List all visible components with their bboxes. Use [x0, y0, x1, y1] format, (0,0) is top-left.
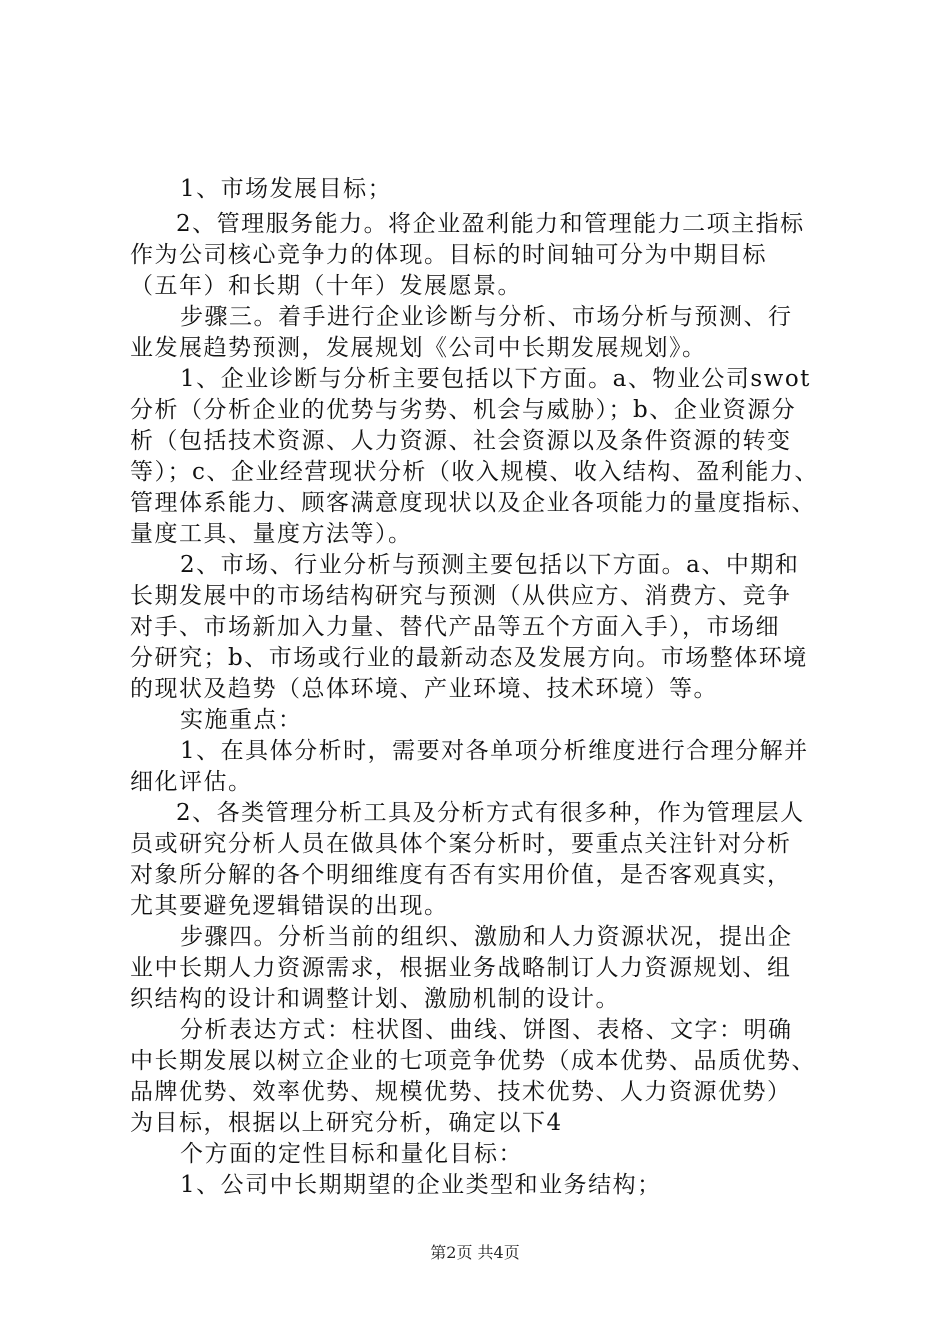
- paragraph-line: 长期发展中的市场结构研究与预测（从供应方、消费方、竞争: [130, 583, 792, 609]
- paragraph-line: 步骤四。分析当前的组织、激励和人力资源状况，提出企: [180, 924, 793, 950]
- paragraph-line: 量度工具、量度方法等）。: [130, 521, 413, 547]
- paragraph-line: 个方面的定性目标和量化目标：: [180, 1141, 523, 1167]
- paragraph-line: 2、各类管理分析工具及分析方式有很多种，作为管理层人: [176, 800, 805, 826]
- paragraph-line: 分研究；b、市场或行业的最新动态及发展方向。市场整体环境: [130, 645, 808, 671]
- paragraph-line: 尤其要避免逻辑错误的出现。: [130, 893, 449, 919]
- paragraph-line: 1、市场发展目标；: [180, 176, 393, 202]
- paragraph-line: 的现状及趋势（总体环境、产业环境、技术环境）等。: [130, 676, 718, 702]
- paragraph-line: 对象所分解的各个明细维度有否有实用价值，是否客观真实，: [130, 862, 792, 888]
- page-number-footer: 第2页 共4页: [430, 1243, 520, 1262]
- paragraph-line: 为目标，根据以上研究分析，确定以下4: [130, 1110, 563, 1136]
- paragraph-line: （五年）和长期（十年）发展愿景。: [130, 273, 522, 299]
- paragraph-line: 2、市场、行业分析与预测主要包括以下方面。a、中期和: [180, 552, 800, 578]
- paragraph-line: 业发展趋势预测，发展规划《公司中长期发展规划》。: [130, 335, 707, 361]
- paragraph-line: 对手、市场新加入力量、替代产品等五个方面入手），市场细: [130, 614, 780, 640]
- paragraph-line: 2、管理服务能力。将企业盈利能力和管理能力二项主指标: [176, 211, 805, 237]
- paragraph-line: 业中长期人力资源需求，根据业务战略制订人力资源规划、组: [130, 955, 792, 981]
- section-heading: 实施重点：: [180, 707, 303, 733]
- paragraph-line: 作为公司核心竞争力的体现。目标的时间轴可分为中期目标: [130, 242, 767, 268]
- paragraph-line: 1、公司中长期期望的企业类型和业务结构；: [180, 1172, 662, 1198]
- paragraph-line: 分析表达方式：柱状图、曲线、饼图、表格、文字：明确: [180, 1017, 793, 1043]
- paragraph-line: 等）；c、企业经营现状分析（收入规模、收入结构、盈利能力、: [130, 459, 819, 485]
- paragraph-line: 员或研究分析人员在做具体个案分析时，要重点关注针对分析: [130, 831, 792, 857]
- paragraph-line: 细化评估。: [130, 769, 253, 795]
- paragraph-line: 分析（分析企业的优势与劣势、机会与威胁）；b、企业资源分: [130, 397, 797, 423]
- paragraph-line: 1、在具体分析时，需要对各单项分析维度进行合理分解并: [180, 738, 809, 764]
- paragraph-line: 析（包括技术资源、人力资源、社会资源以及条件资源的转变: [130, 428, 792, 454]
- paragraph-line: 中长期发展以树立企业的七项竞争优势（成本优势、品质优势、: [130, 1048, 816, 1074]
- paragraph-line: 步骤三。着手进行企业诊断与分析、市场分析与预测、行: [180, 304, 793, 330]
- paragraph-line: 织结构的设计和调整计划、激励机制的设计。: [130, 986, 620, 1012]
- paragraph-line: 管理体系能力、顾客满意度现状以及企业各项能力的量度指标、: [130, 490, 816, 516]
- paragraph-line: 1、企业诊断与分析主要包括以下方面。a、物业公司swot: [180, 366, 811, 392]
- paragraph-line: 品牌优势、效率优势、规模优势、技术优势、人力资源优势）: [130, 1079, 792, 1105]
